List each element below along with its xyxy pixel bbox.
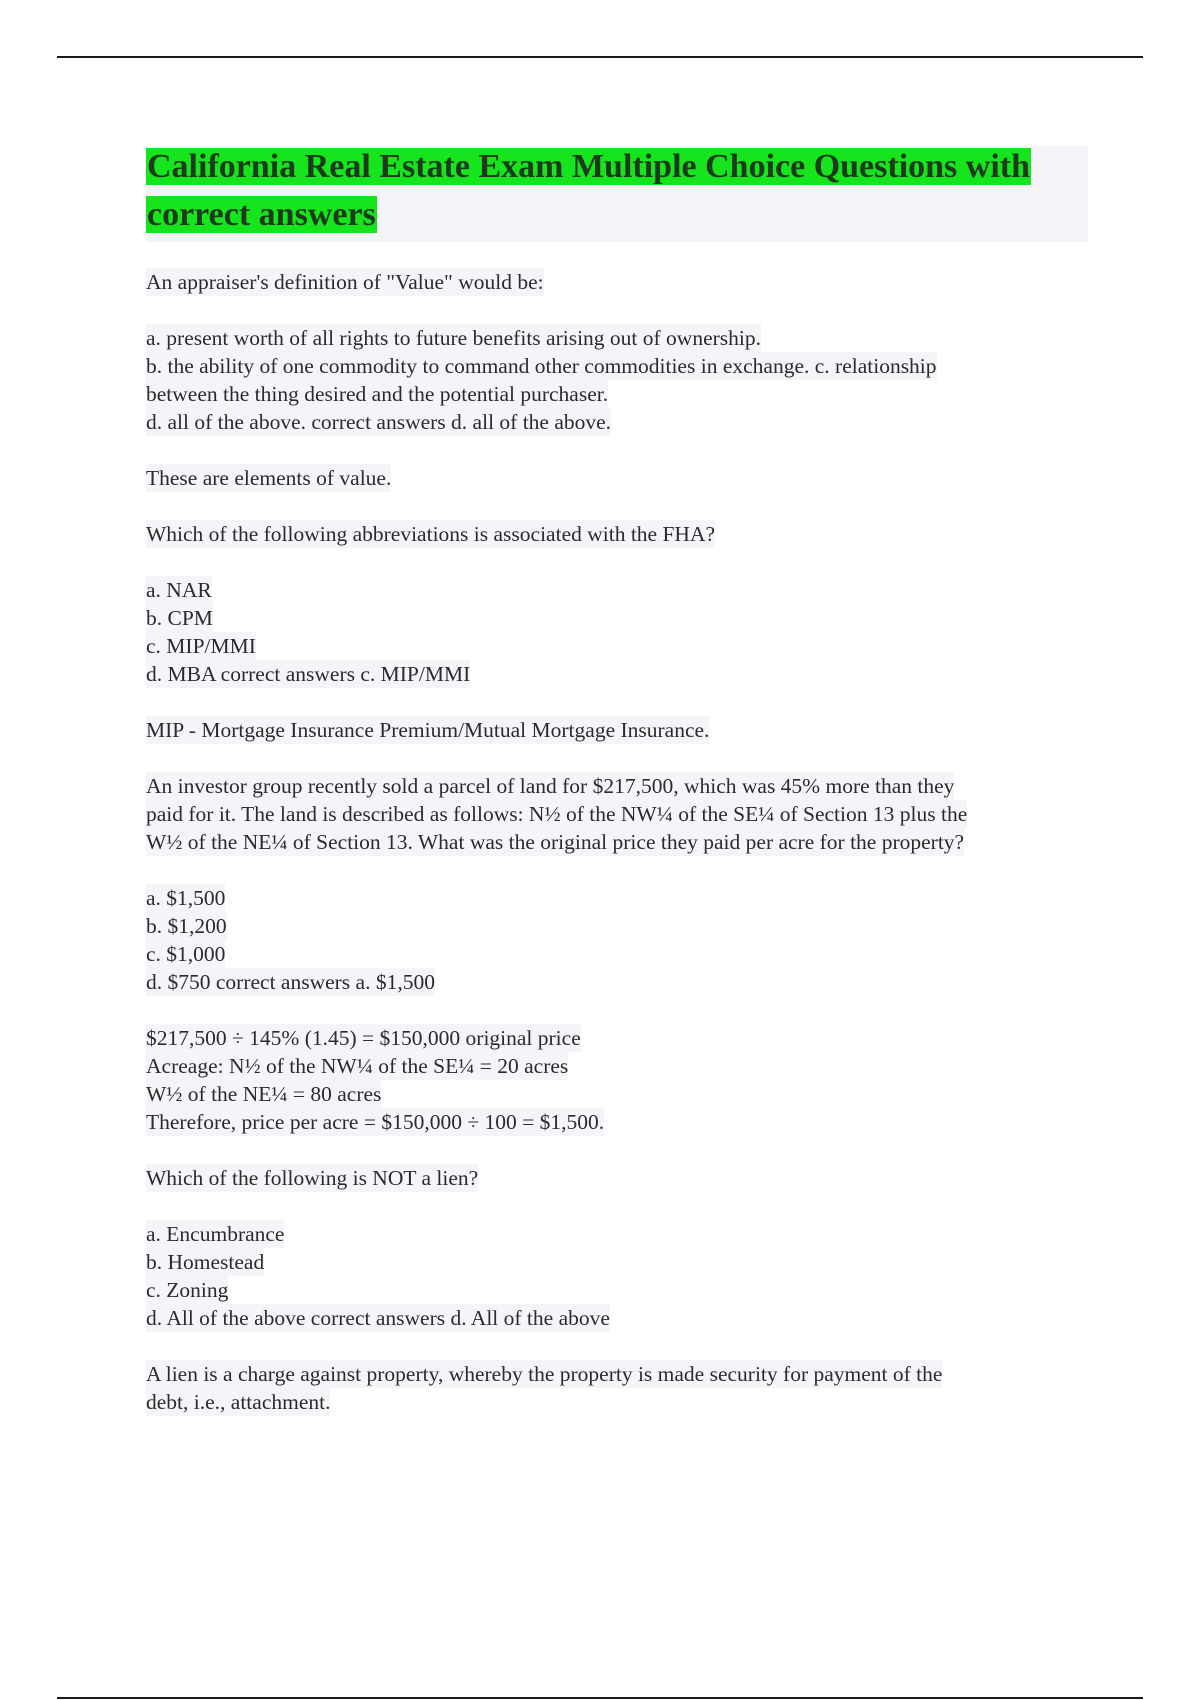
- text-line: Acreage: N½ of the NW¼ of the SE¼ = 20 acres: [146, 1054, 569, 1078]
- option-line: b. $1,200: [146, 914, 227, 938]
- option-line: d. All of the above correct answers d. All of the above: [146, 1306, 610, 1330]
- question-4-prompt: [146, 1164, 1088, 1192]
- option-line: between the thing desired and the potential purchaser.: [146, 382, 609, 406]
- option-line: a. present worth of all rights to future benefits arising out of ownership.: [146, 326, 761, 350]
- text-line: W½ of the NE¼ of Section 13. What was the original price they paid per acre for the property?: [146, 830, 965, 854]
- option-line: c. $1,000: [146, 942, 226, 966]
- option-line: a. Encumbrance: [146, 1222, 285, 1246]
- question-2-options: [146, 576, 1088, 688]
- bottom-rule: [57, 1697, 1143, 1699]
- option-line: c. MIP/MMI: [146, 634, 256, 658]
- top-rule: [57, 56, 1143, 58]
- text-line: Which of the following abbreviations is associated with the FHA?: [146, 522, 716, 546]
- question-2-explanation: [146, 716, 1088, 744]
- option-line: d. MBA correct answers c. MIP/MMI: [146, 662, 471, 686]
- question-3-explanation: [146, 1024, 1088, 1136]
- text-line: Therefore, price per acre = $150,000 ÷ 100 = $1,500.: [146, 1110, 605, 1134]
- text-line: A lien is a charge against property, whereby the property is made security for payment of the: [146, 1362, 943, 1386]
- text-line: W½ of the NE¼ = 80 acres: [146, 1082, 382, 1106]
- question-4-options: [146, 1220, 1088, 1332]
- question-1-explanation: [146, 464, 1088, 492]
- document-title: [146, 146, 1088, 242]
- question-3-prompt: [146, 772, 1088, 856]
- option-line: a. NAR: [146, 578, 212, 602]
- title-line: California Real Estate Exam Multiple Choice Questions with: [147, 148, 1031, 185]
- title-line: correct answers: [147, 196, 376, 233]
- option-line: a. $1,500: [146, 886, 226, 910]
- option-line: d. $750 correct answers a. $1,500: [146, 970, 435, 994]
- option-line: b. the ability of one commodity to command other commodities in exchange. c. relationship: [146, 354, 937, 378]
- text-line: paid for it. The land is described as follows: N½ of the NW¼ of the SE¼ of Section 13 plus the: [146, 802, 968, 826]
- question-3-options: [146, 884, 1088, 996]
- text-line: An appraiser's definition of "Value" would be:: [146, 270, 544, 294]
- option-line: c. Zoning: [146, 1278, 229, 1302]
- option-line: d. all of the above. correct answers d. all of the above.: [146, 410, 612, 434]
- text-line: An investor group recently sold a parcel of land for $217,500, which was 45% more than they: [146, 774, 955, 798]
- option-line: b. CPM: [146, 606, 213, 630]
- text-line: $217,500 ÷ 145% (1.45) = $150,000 original price: [146, 1026, 581, 1050]
- question-2-prompt: [146, 520, 1088, 548]
- text-line: Which of the following is NOT a lien?: [146, 1166, 479, 1190]
- question-1-prompt: [146, 268, 1088, 296]
- text-line: debt, i.e., attachment.: [146, 1390, 331, 1414]
- text-line: MIP - Mortgage Insurance Premium/Mutual Mortgage Insurance.: [146, 718, 710, 742]
- question-1-options: [146, 324, 1088, 436]
- option-line: b. Homestead: [146, 1250, 265, 1274]
- question-4-explanation: [146, 1360, 1088, 1416]
- text-line: These are elements of value.: [146, 466, 392, 490]
- document-body: [146, 146, 1088, 1444]
